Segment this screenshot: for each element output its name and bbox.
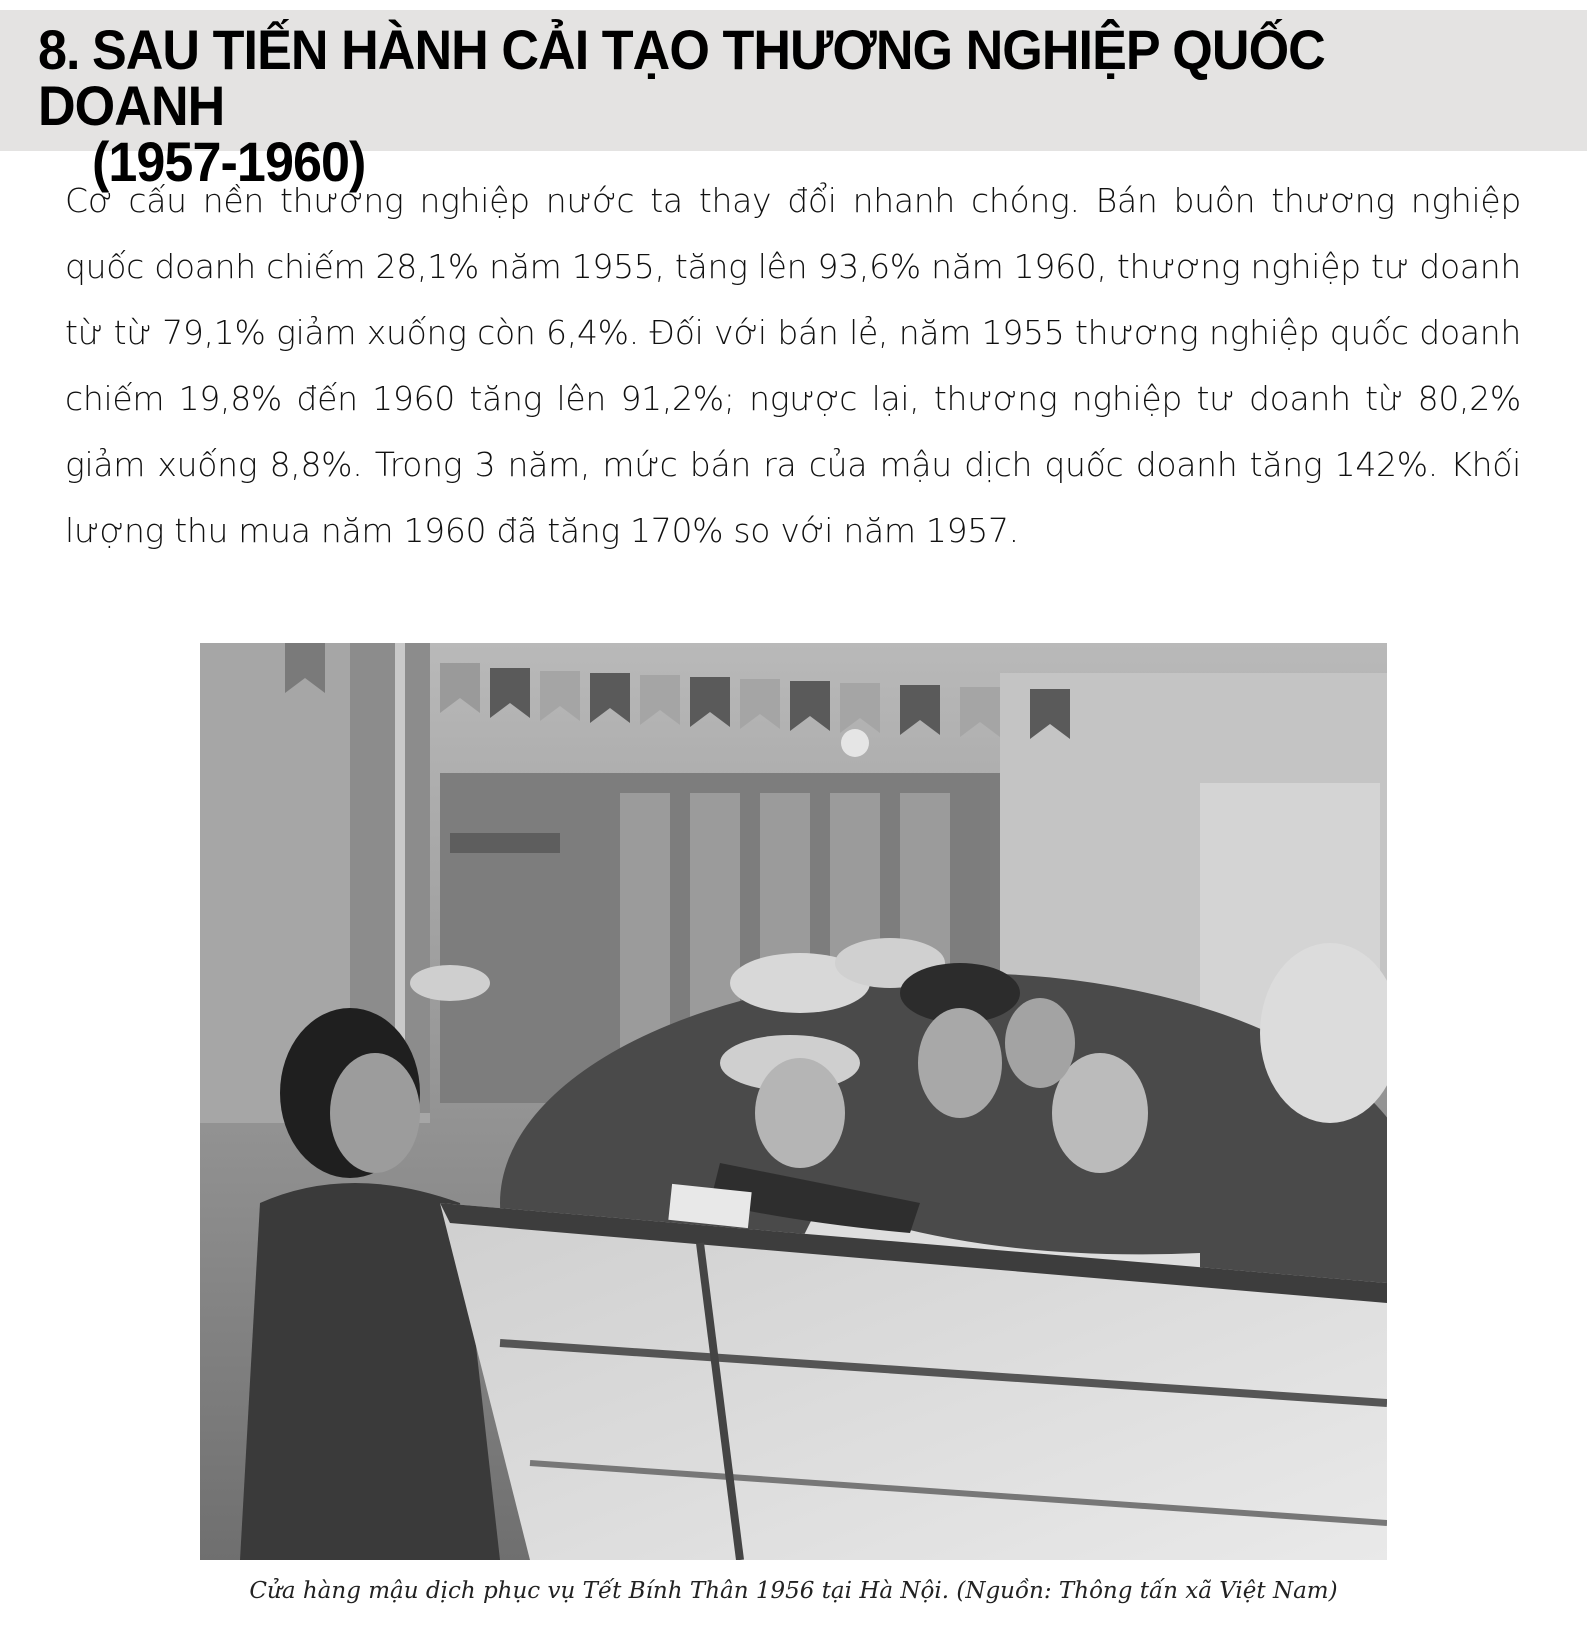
photo-illustration bbox=[200, 643, 1387, 1560]
page-title bbox=[38, 18, 1470, 193]
section-number: 8. bbox=[38, 18, 80, 81]
historical-photo bbox=[200, 643, 1387, 1560]
title-line-2: (1957-1960) bbox=[91, 130, 366, 193]
photo-caption: Cửa hàng mậu dịch phục vụ Tết Bính Thân 1956 tại Hà Nội. (Nguồn: Thông tấn xã Việt Nam) bbox=[249, 1578, 1338, 1604]
title-line-1: SAU TIẾN HÀNH CẢI TẠO THƯƠNG NGHIỆP QUỐC DOANH bbox=[38, 18, 1325, 137]
body-paragraph: Cơ cấu nền thương nghiệp nước ta thay đổi nhanh chóng. Bán buôn thương nghiệp quốc doanh chiếm 28,1% năm 1955, tăng lên 93,6% năm 1960, thương nghiệp tư doanh từ từ 79,1% giảm xuống còn 6,4%. Đối với bán lẻ, năm 1955 thương nghiệp quốc doanh chiếm 19,8% đến 1960 tăng lên 91,2%; ngược lại, thương nghiệp tư doanh từ 80,2% giảm xuống 8,8%. Trong 3 năm, mức bán ra của mậu dịch quốc doanh tăng 142%. Khối lượng thu mua năm 1960 đã tăng 170% so với năm 1957. bbox=[65, 181, 1521, 550]
